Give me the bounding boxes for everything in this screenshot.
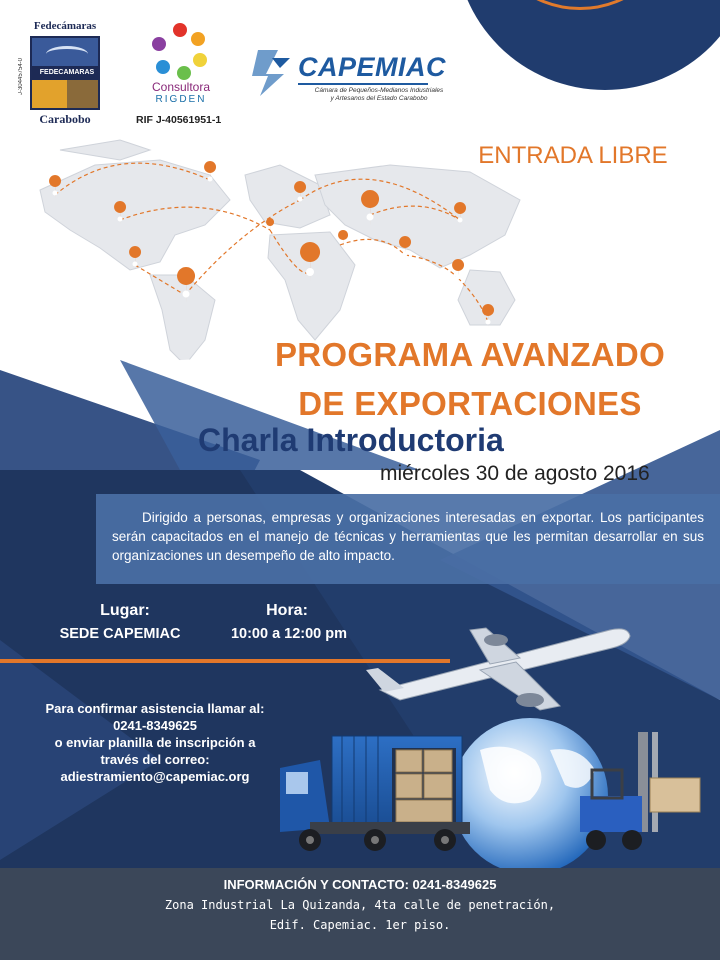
airplane-icon: [366, 628, 630, 710]
program-title-line2: DE EXPORTACIONES: [298, 385, 642, 422]
contact-phone: 0241-8349625: [113, 718, 197, 733]
contact-block: [22, 700, 288, 785]
contact-line: través del correo:: [100, 752, 210, 767]
contact-line: o enviar planilla de inscripción a: [54, 735, 256, 750]
place-value: SEDE CAPEMIAC: [59, 626, 181, 642]
event-date: miércoles 30 de agosto 2016: [380, 462, 650, 485]
capemiac-subtitle-2: y Artesanos del Estado Carabobo: [330, 95, 428, 102]
event-subtitle: Charla Introductoria: [198, 422, 504, 458]
globe-icon: [452, 718, 608, 868]
logistics-illustration: [280, 600, 720, 868]
contact-email[interactable]: adiestramiento@capemiac.org: [60, 769, 250, 784]
fedecamaras-band-text: FEDECAMARAS: [32, 66, 100, 80]
fedecamaras-city: Carabobo: [39, 112, 91, 126]
boxes-icon: [396, 750, 452, 822]
time-value: 10:00 a 12:00 pm: [230, 626, 348, 642]
capemiac-mark-icon: [250, 46, 294, 100]
capemiac-logo: [250, 46, 447, 106]
rigden-logo: [138, 22, 248, 132]
truck-icon: [280, 736, 470, 851]
rigden-name: Consultora: [151, 80, 211, 94]
program-title-line1: PROGRAMA AVANZADO: [274, 336, 666, 373]
rigden-rif: RIF J-40561951-1: [136, 114, 222, 126]
fedecamaras-shield-icon: [30, 36, 100, 110]
footer-address-line1: Zona Industrial La Quizanda, 4ta calle de penetración,: [164, 898, 556, 912]
description-text: Dirigido a personas, empresas y organizaciones interesadas en exportar. Los participantes serán capacitados en el manejo de técnicas y herramientas que les permitan desarrollar en sus organizaciones un desempeño de alto impacto.: [112, 510, 704, 563]
place-label: Lugar:: [100, 602, 150, 619]
rigden-swirl-icon: [150, 22, 210, 80]
rigden-sub: RIGDEN: [155, 94, 207, 105]
footer-address-line2: Edif. Capemiac. 1er piso.: [269, 918, 451, 932]
footer-contact-title: INFORMACIÓN Y CONTACTO: 0241-8349625: [223, 877, 497, 892]
fedecamaras-rif: J-30445754-0: [18, 58, 24, 96]
time-label: Hora:: [266, 602, 308, 619]
map-pin-icon: [266, 218, 274, 234]
world-map: [40, 140, 520, 365]
fedecamaras-title: Fedecámaras: [33, 20, 97, 32]
entrada-libre-label: ENTRADA LIBRE: [478, 142, 668, 169]
fedecamaras-logo: [18, 20, 108, 130]
capemiac-name: CAPEMIAC: [298, 52, 447, 82]
contact-line: Para confirmar asistencia llamar al:: [45, 701, 265, 716]
capemiac-subtitle-1: Cámara de Pequeños-Medianos Industriales: [314, 87, 444, 94]
